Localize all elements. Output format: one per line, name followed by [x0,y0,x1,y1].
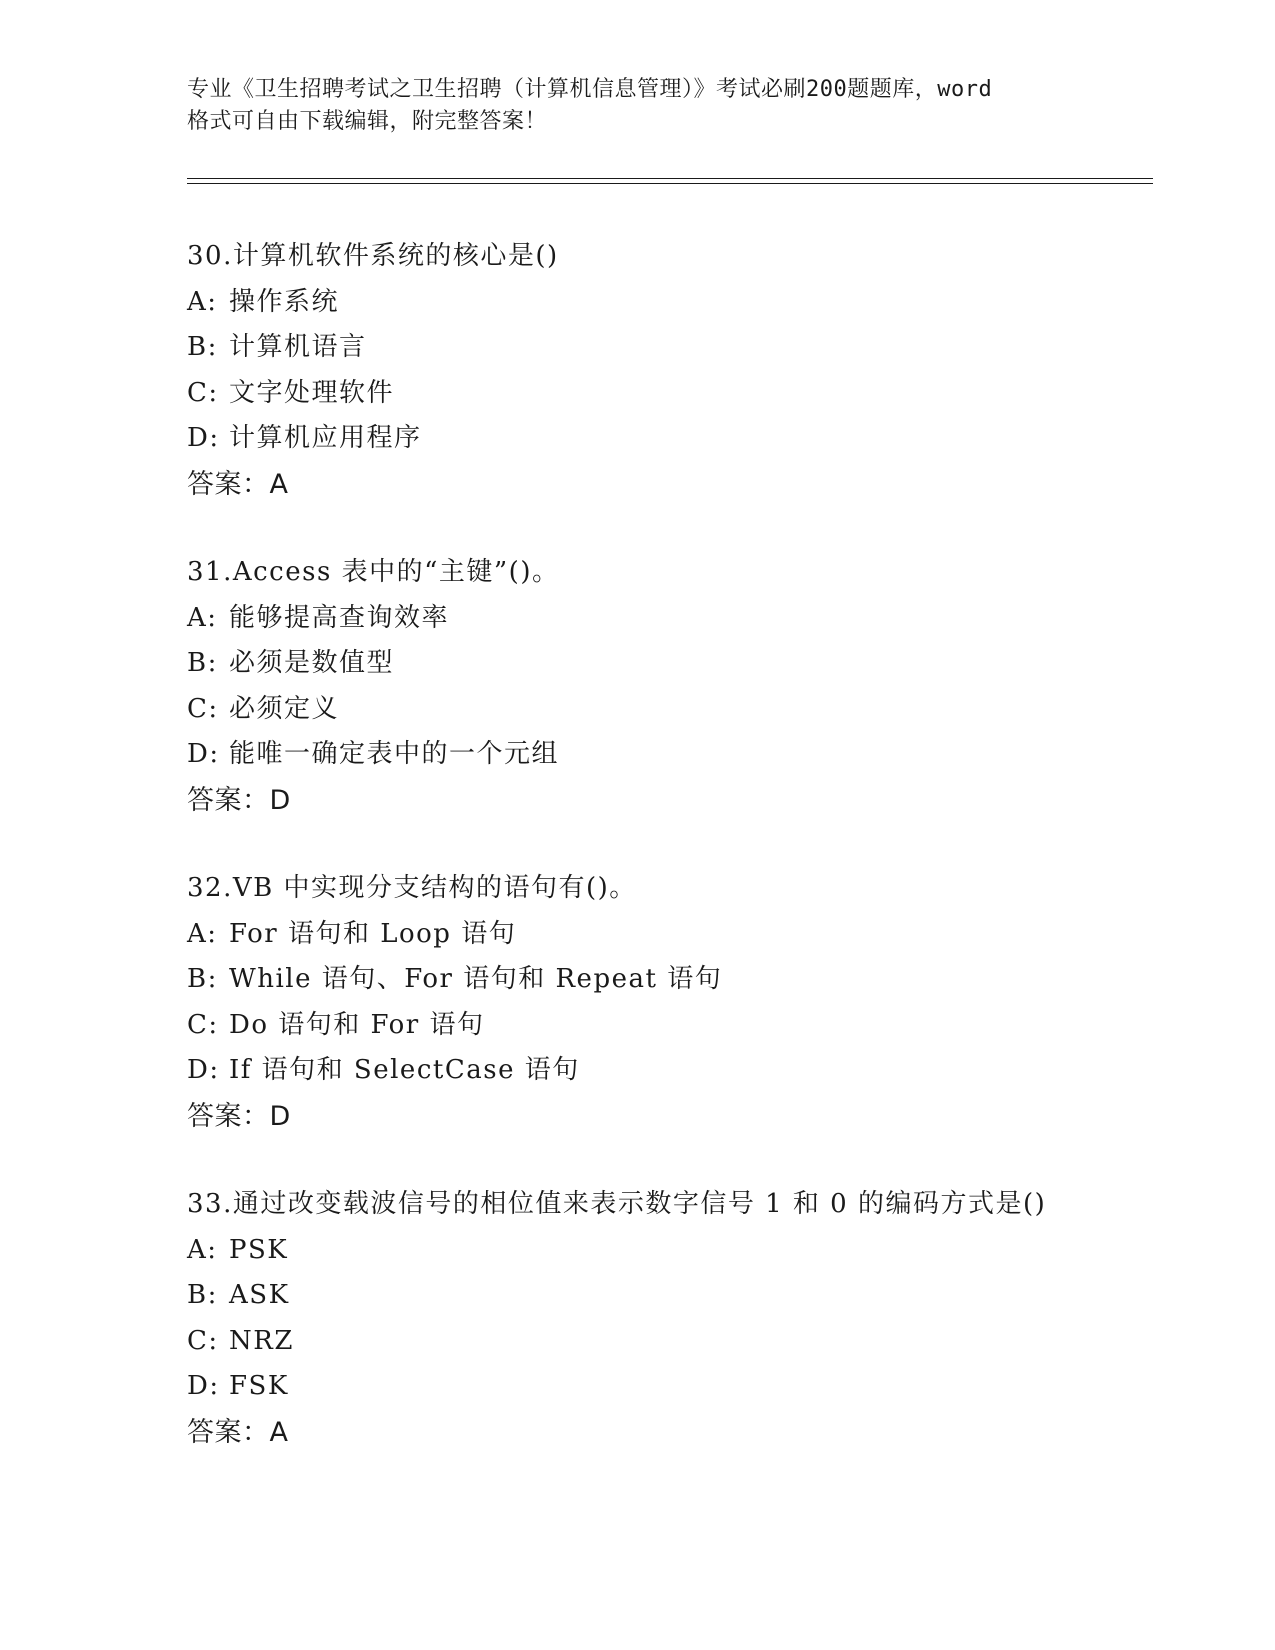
option-a [187,596,1153,642]
question-stem: 30.计算机软件系统的核心是() [187,241,559,271]
option-b [187,641,1153,687]
header-line-1: 专业《卫生招聘考试之卫生招聘（计算机信息管理）》考试必刷200题题库，word [187,77,993,102]
option-letter: D: [187,423,220,453]
option-c [187,687,1153,733]
header-line-2: 格式可自由下载编辑，附完整答案！ [187,109,548,134]
option-b [187,957,1153,1003]
question-33 [187,1182,1153,1455]
option-d [187,1048,1153,1094]
option-letter: C: [187,1325,219,1356]
answer-line: 答案：A [187,1416,289,1448]
option-text: 文字处理软件 [229,377,395,408]
option-letter: A: [187,286,218,317]
option-letter: A: [187,918,218,949]
option-a [187,280,1153,326]
header-divider-bottom [187,183,1153,184]
option-c [187,1319,1153,1365]
option-b [187,325,1153,371]
option-letter: D: [187,739,220,769]
option-text: 能够提高查询效率 [229,602,450,633]
question-stem: 31.Access 表中的“主键”()。 [187,557,560,587]
option-a [187,912,1153,958]
question-30 [187,234,1153,507]
option-a [187,1228,1153,1274]
option-c [187,371,1153,417]
question-32 [187,866,1153,1139]
question-31 [187,550,1153,823]
option-letter: A: [187,602,218,633]
option-letter: A: [187,1234,218,1265]
option-text: While 语句、For 语句和 Repeat 语句 [229,964,723,994]
option-text: 计算机应用程序 [229,423,422,453]
question-stem: 32.VB 中实现分支结构的语句有()。 [187,873,637,903]
option-d [187,416,1153,462]
option-b [187,1273,1153,1319]
option-text: PSK [229,1234,289,1265]
option-text: 操作系统 [229,286,340,317]
option-letter: D: [187,1055,220,1085]
option-letter: C: [187,1009,219,1040]
option-text: If 语句和 SelectCase 语句 [229,1055,580,1085]
option-text: 必须定义 [229,693,340,724]
question-stem: 33.通过改变载波信号的相位值来表示数字信号 1 和 0 的编码方式是() [187,1189,1047,1219]
option-letter: C: [187,693,219,724]
answer-line: 答案：A [187,468,289,500]
option-text: ASK [229,1280,290,1310]
document-header [187,74,1087,138]
option-letter: B: [187,648,218,678]
option-text: NRZ [229,1325,294,1356]
option-text: For 语句和 Loop 语句 [229,918,517,949]
option-letter: B: [187,332,218,362]
option-d [187,732,1153,778]
option-letter: C: [187,377,219,408]
option-letter: B: [187,964,218,994]
option-letter: B: [187,1280,218,1310]
answer-line: 答案：D [187,784,291,816]
option-text: 能唯一确定表中的一个元组 [229,739,560,769]
option-text: FSK [229,1371,289,1401]
option-text: 必须是数值型 [229,648,395,678]
header-divider-top [187,178,1153,179]
answer-line: 答案：D [187,1100,291,1132]
option-letter: D: [187,1371,220,1401]
option-d [187,1364,1153,1410]
option-c [187,1003,1153,1049]
option-text: 计算机语言 [229,332,367,362]
option-text: Do 语句和 For 语句 [229,1009,485,1040]
question-list [187,234,1153,1498]
